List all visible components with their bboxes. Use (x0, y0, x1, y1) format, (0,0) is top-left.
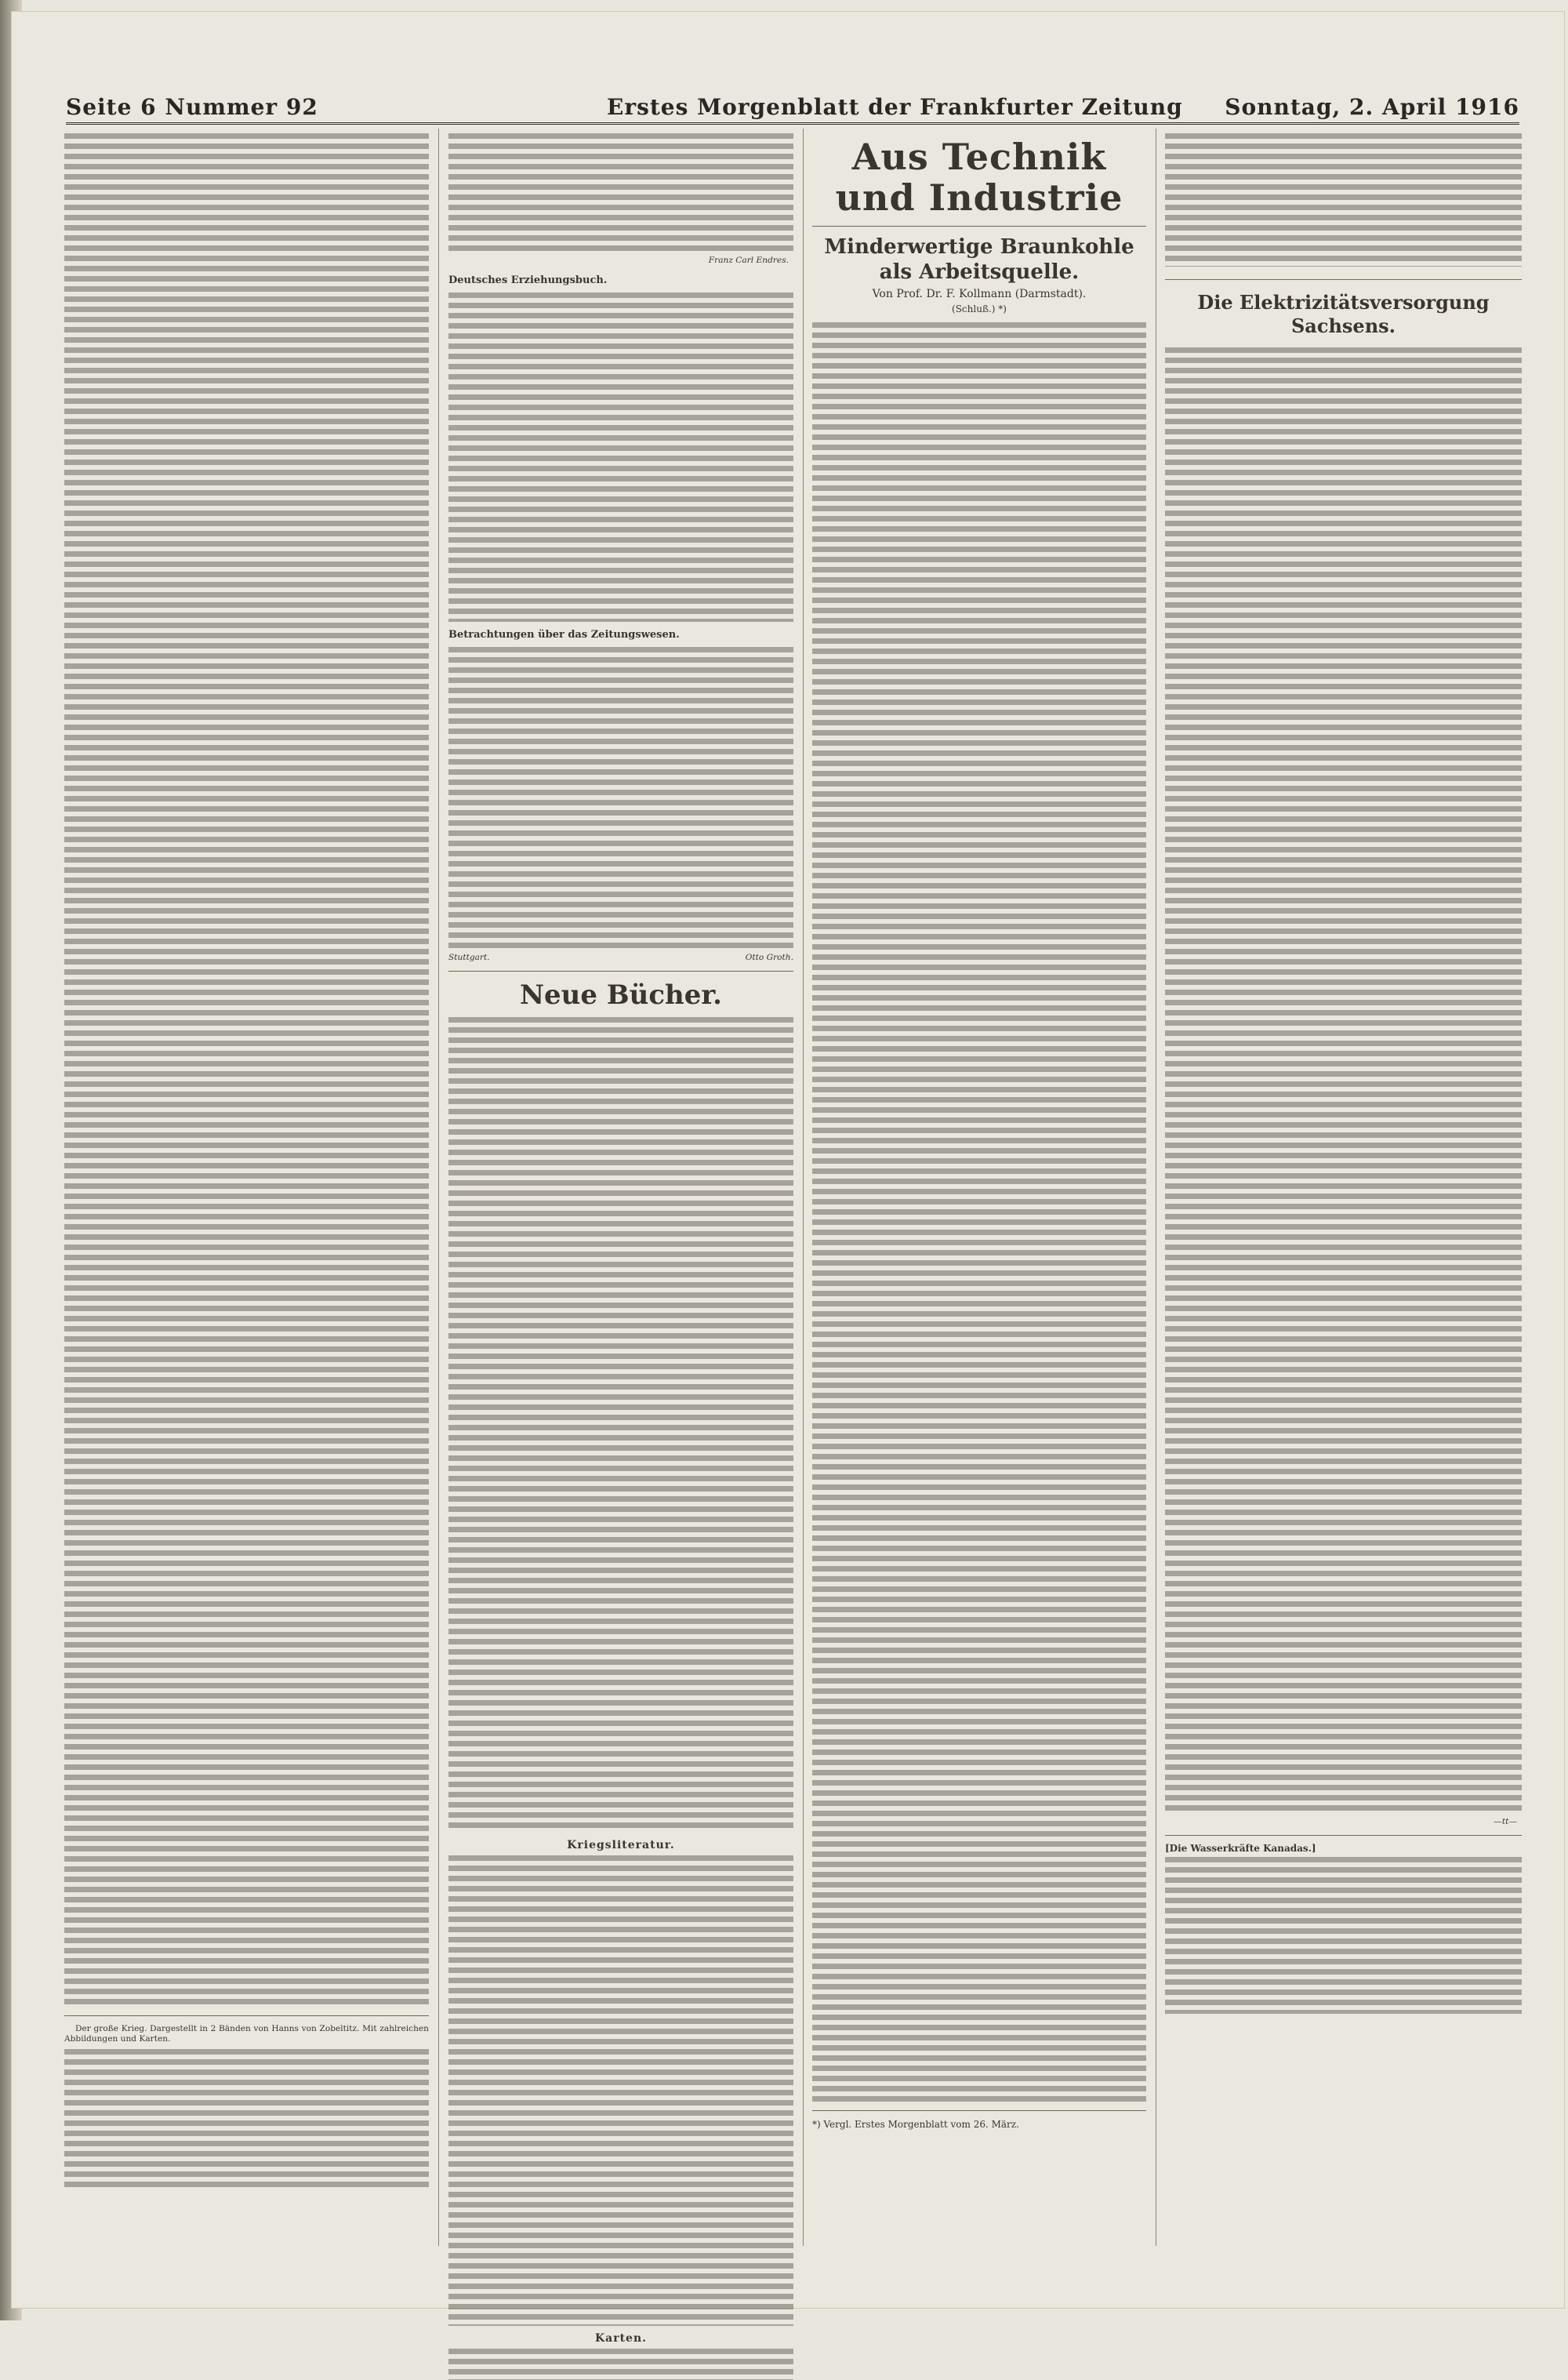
book-list (448, 1855, 793, 2326)
heading-karten: Karten. (594, 2332, 648, 2345)
column-1 (64, 133, 429, 2251)
heading-neue-buecher: Neue Bücher. (519, 979, 723, 1011)
signature: Franz Carl Endres. (708, 256, 789, 265)
continuation-note: (Schluß.) *) (952, 303, 1007, 314)
separator (1165, 279, 1522, 280)
separator (1165, 1835, 1522, 1836)
heading-kriegsliteratur: Kriegsliteratur. (567, 1839, 675, 1851)
footnote: *) Vergl. Erstes Morgenblatt vom 26. März. (812, 2119, 1019, 2130)
body-text-block (64, 133, 429, 2008)
newspaper-page (11, 11, 1565, 2345)
article-title: Die Elektrizitätsversorgung Sachsens. (1197, 291, 1490, 337)
masthead (66, 91, 1519, 125)
separator (448, 971, 793, 972)
body-text-block (1165, 133, 1522, 267)
article-zobeltitz (64, 2008, 429, 2190)
byline: Von Prof. Dr. F. Kollmann (Darmstadt). (872, 288, 1087, 300)
body-text-block (448, 2349, 793, 2380)
separator (64, 2015, 429, 2016)
body-text-block (448, 647, 793, 953)
body-text-block (1165, 1857, 1522, 2014)
signature: —tt— (1494, 1817, 1517, 1826)
heading-wasserkraefte: [Die Wasserkräfte Kanadas.] (1165, 1843, 1316, 1854)
column-rule (803, 129, 804, 2246)
body-text-block (1165, 347, 1522, 1814)
book-list (448, 1017, 793, 1833)
signature: Otto Groth. (745, 953, 793, 962)
body-text-block (64, 2049, 429, 2190)
column-rule (438, 129, 439, 2246)
page-number: Seite 6 Nummer 92 (66, 94, 318, 120)
heading-erziehungsbuch: Deutsches Erziehungsbuch. (448, 274, 608, 286)
article-title: Minderwertige Braunkohle als Arbeitsquelle. (824, 235, 1134, 284)
place: Stuttgart. (448, 953, 490, 962)
body-text-block (448, 133, 793, 251)
separator (812, 226, 1146, 227)
column-4 (1165, 133, 1522, 2251)
heading-zeitungswesen: Betrachtungen über das Zeitungswesen. (448, 629, 680, 641)
body-text-block (448, 293, 793, 622)
review-paragraph: Der große Krieg. Dargestellt in 2 Bänden von Hanns von Zobeltitz. Mit zahlreichen Abbildungen und Karten. (64, 2024, 429, 2044)
column-3 (812, 133, 1146, 2251)
body-text-block (812, 322, 1146, 2102)
paper-title: Erstes Morgenblatt der Frankfurter Zeitung (607, 94, 1183, 120)
issue-date: Sonntag, 2. April 1916 (1225, 94, 1519, 120)
column-2 (448, 133, 793, 2345)
separator (812, 2110, 1146, 2111)
section-title: Aus Technik und Industrie (835, 136, 1123, 219)
